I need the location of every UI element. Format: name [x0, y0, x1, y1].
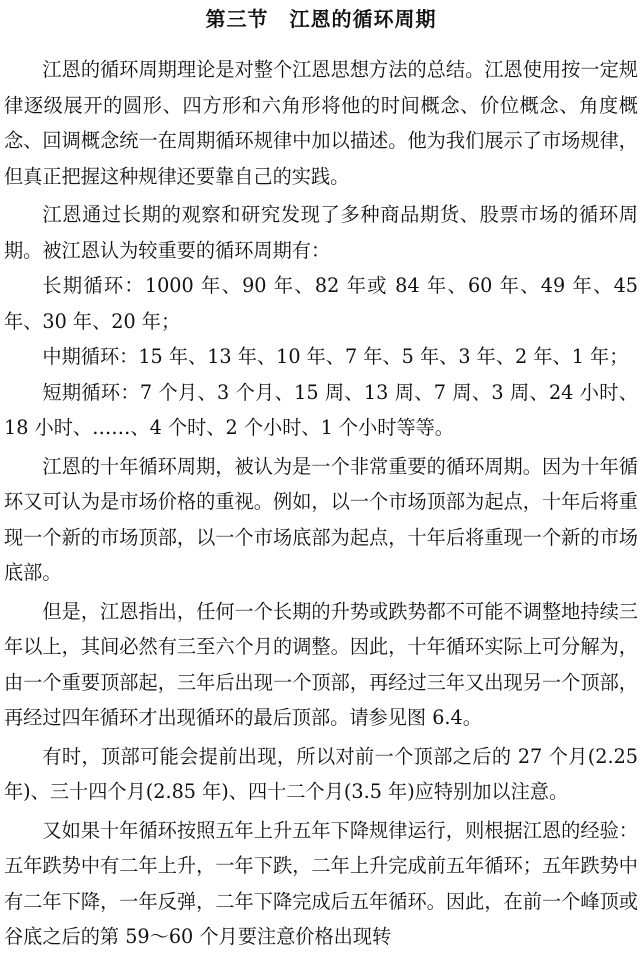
- paragraph-short-cycle: 短期循环：7 个月、3 个月、15 周、13 周、7 周、3 周、24 小时、18 小时、……、4 个时、2 个小时、1 个小时等等。: [4, 380, 638, 439]
- paragraph-long-cycle: 长期循环：1000 年、90 年、82 年或 84 年、60 年、49 年、45 年、30 年、20 年；: [4, 274, 638, 333]
- paragraph-ten-year-cycle: 江恩的十年循环周期，被认为是一个非常重要的循环周期。因为十年循环又可认为是市场价格的重视。例如，以一个市场顶部为起点，十年后将重现一个新的市场顶部，以一个市场底部为起点，十年后将重现一个新的市场底部。: [4, 454, 638, 584]
- paragraph-cycles-intro: 江恩通过长期的观察和研究发现了多种商品期货、股票市场的循环周期。被江恩认为较重要的循环周期有：: [4, 203, 638, 262]
- document-page: [0, 6, 644, 948]
- paragraph-five-year-rule: 又如果十年循环按照五年上升五年下降规律运行，则根据江恩的经验：五年跌势中有二年上升，一年下跌，二年上升完成前五年循环；五年跌势中有二年下降，一年反弹，二年下降完成后五年循环。因此，在前一个峰顶或谷底之后的第 59～60 个月要注意价格出现转: [4, 818, 638, 948]
- paragraph-early-top: 有时，顶部可能会提前出现，所以对前一个顶部之后的 27 个月(2.25 年)、三十四个月(2.85 年)、四十二个月(3.5 年)应特别加以注意。: [4, 744, 638, 803]
- paragraph-medium-cycle: 中期循环：15 年、13 年、10 年、7 年、5 年、3 年、2 年、1 年；: [42, 345, 629, 368]
- paragraph-intro: 江恩的循环周期理论是对整个江恩思想方法的总结。江恩使用按一定规律逐级展开的圆形、四方形和六角形将他的时间概念、价位概念、角度概念、回调概念统一在周期循环规律中加以描述。他为我们展示了市场规律，但真正把握这种规律还要靠自己的实践。: [4, 58, 638, 188]
- paragraph-adjustment: 但是，江恩指出，任何一个长期的升势或跌势都不可能不调整地持续三年以上，其间必然有三至六个月的调整。因此，十年循环实际上可分解为，由一个重要顶部起，三年后出现一个顶部，再经过三年又出现另一个顶部，再经过四年循环才出现循环的最后顶部。请参见图 6.4。: [4, 599, 638, 729]
- section-title: 第三节 江恩的循环周期: [205, 7, 437, 31]
